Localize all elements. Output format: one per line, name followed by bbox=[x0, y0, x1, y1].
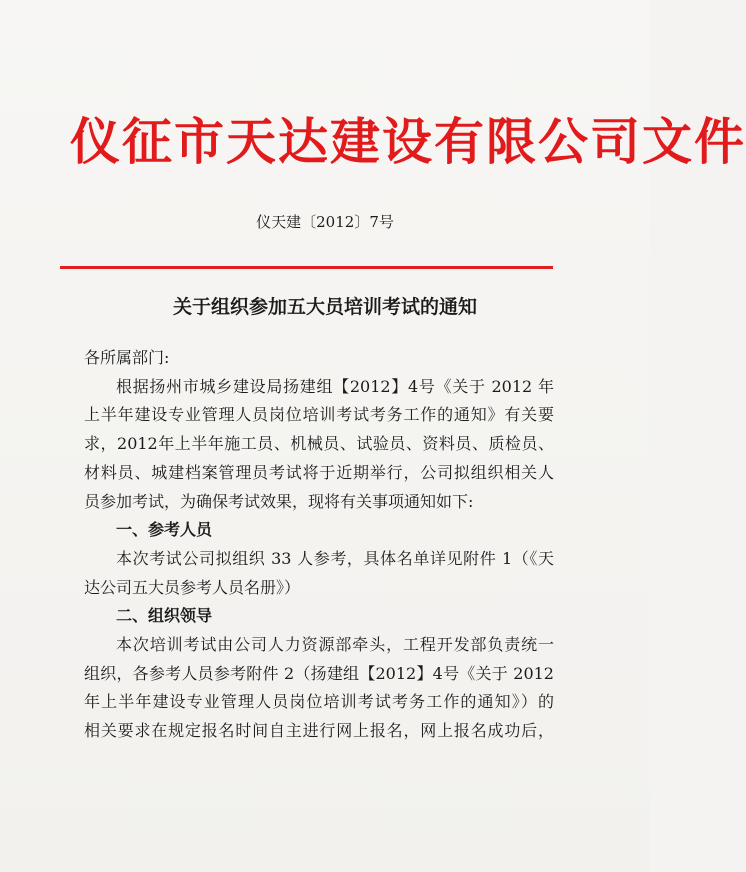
section-1-line-2: 达公司五大员参考人员名册》） bbox=[84, 577, 301, 597]
section-2-line-3: 年上半年建设专业管理人员岗位培训考试考务工作的通知》）的 bbox=[84, 692, 554, 712]
salutation: 各所属部门: bbox=[84, 348, 170, 367]
intro-line-3: 求，2012年上半年施工员、机械员、试验员、资料员、质检员、 bbox=[84, 434, 554, 454]
section-2-heading: 二、组织领导 bbox=[116, 606, 213, 626]
notice-title: 关于组织参加五大员培训考试的通知 bbox=[172, 296, 477, 318]
intro-line-5: 员参加考试，为确保考试效果，现将有关事项通知如下: bbox=[84, 491, 474, 511]
notice-body bbox=[84, 344, 554, 746]
document-number: 仪天建〔2012〕7号 bbox=[256, 213, 394, 231]
document-header-title: 仪征市天达建设有限公司文件 bbox=[70, 112, 746, 171]
red-divider-line bbox=[60, 266, 553, 269]
section-2-line-4: 相关要求在规定报名时间自主进行网上报名，网上报名成功后， bbox=[84, 721, 554, 741]
intro-line-2: 上半年建设专业管理人员岗位培训考试考务工作的通知》有关要 bbox=[84, 405, 554, 425]
section-1-heading: 一、参考人员 bbox=[116, 520, 213, 540]
section-1-line-1: 本次考试公司拟组织 33 人参考，具体名单详见附件 1（《天 bbox=[116, 548, 554, 568]
intro-line-4: 材料员、城建档案管理员考试将于近期举行，公司拟组织相关人 bbox=[84, 462, 554, 482]
section-2-line-1: 本次培训考试由公司人力资源部牵头，工程开发部负责统一 bbox=[116, 635, 554, 655]
section-2-line-2: 组织，各参考人员参考附件 2（扬建组【2012】4号《关于 2012 bbox=[84, 663, 554, 683]
intro-line-1: 根据扬州市城乡建设局扬建组【2012】4号《关于 2012 年 bbox=[116, 376, 554, 396]
